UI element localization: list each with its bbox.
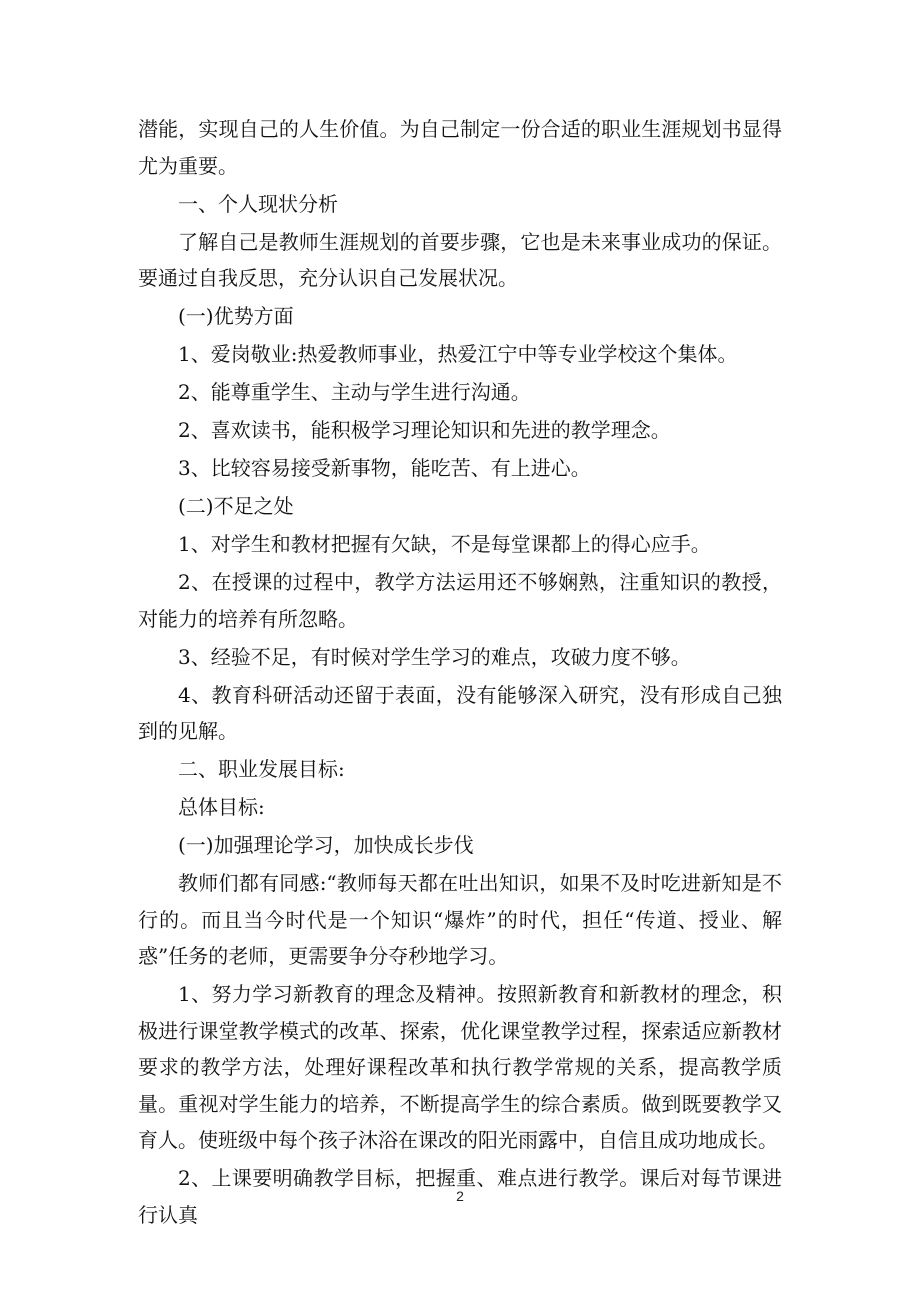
subheading-theory-learning: (一)加强理论学习，加快成长步伐 [178,833,474,857]
list-item-goal-1: 1、努力学习新教育的理念及精神。按照新教育和新教材的理念，积极进行课堂教学模式的改革、探索，优化课堂教学过程，探索适应新教材要求的教学方法，处理好课程改革和执行教学常规的关系，提高教学质量。重视对学生能力的培养，不断提高学生的综合素质。做到既要教学又育人。使班级中每个孩子沐浴在课改的阳光雨露中，自信且成功地成长。 [138,982,782,1152]
list-item-weakness-1: 1、对学生和教材把握有欠缺，不是每堂课都上的得心应手。 [178,532,711,556]
subheading-weaknesses: (二)不足之处 [178,494,294,518]
heading-career-goals: 二、职业发展目标: [178,757,345,781]
page-number: 2 [456,1188,464,1204]
paragraph-self-understanding: 了解自己是教师生涯规划的首要步骤，它也是未来事业成功的保证。要通过自我反思，充分认识自己发展状况。 [138,229,782,290]
list-item-strength-1: 1、爱岗敬业:热爱教师事业，热爱江宁中等专业学校这个集体。 [178,342,738,366]
list-item-strength-2: 2、能尊重学生、主动与学生进行沟通。 [178,380,531,404]
document-body [138,111,782,1233]
list-item-strength-4: 3、比较容易接受新事物，能吃苦、有上进心。 [178,456,591,480]
subheading-overall-goal: 总体目标: [178,795,265,819]
list-item-weakness-4: 4、教育科研活动还留于表面，没有能够深入研究，没有形成自己独到的见解。 [138,682,782,743]
list-item-weakness-2: 2、在授课的过程中，教学方法运用还不够娴熟，注重知识的教授，对能力的培养有所忽略。 [138,570,782,631]
list-item-goal-2: 2、上课要明确教学目标，把握重、难点进行教学。课后对每节课进行认真 [138,1166,782,1227]
list-item-weakness-3: 3、经验不足，有时候对学生学习的难点，攻破力度不够。 [178,644,691,669]
subheading-strengths: (一)优势方面 [178,304,294,328]
paragraph-teacher-learning: 教师们都有同感:“教师每天都在吐出知识，如果不及时吃进新知是不行的。而且当今时代是一个知识“爆炸”的时代，担任“传道、授业、解惑”任务的老师，更需要争分夺秒地学习。 [138,871,782,968]
heading-personal-status-analysis: 一、个人现状分析 [178,191,338,216]
paragraph-1: 潜能，实现自己的人生价值。为自己制定一份合适的职业生涯规划书显得尤为重要。 [138,117,782,178]
list-item-strength-3: 2、喜欢读书，能积极学习理论知识和先进的教学理念。 [178,418,671,442]
